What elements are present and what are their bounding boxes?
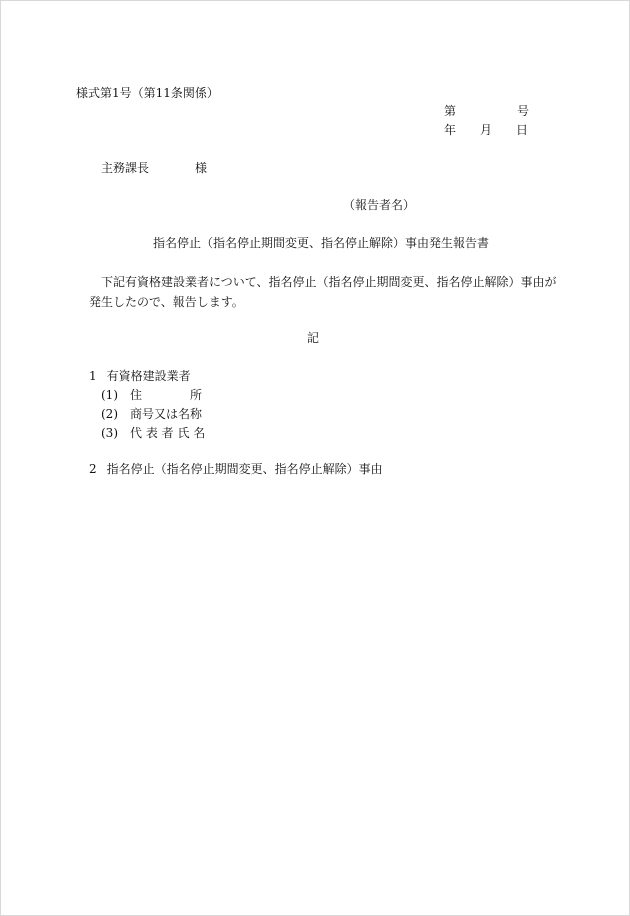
section-1 <box>89 367 205 386</box>
sub-3-label: 代 表 者 氏 名 <box>130 426 206 440</box>
section-1-number: 1 <box>89 369 97 383</box>
addressee-honorific: 様 <box>195 161 208 175</box>
ref-no-prefix: 第 <box>444 104 457 118</box>
sub-1-label-a: 住 <box>130 388 143 402</box>
ki-heading: 記 <box>307 331 320 345</box>
sub-3-number: (3) <box>101 426 118 440</box>
section-2 <box>89 461 383 477</box>
document-title: 指名停止（指名停止期間変更、指名停止解除）事由発生報告書 <box>153 236 490 250</box>
sub-1-number: (1) <box>101 388 118 402</box>
section-1-label: 有資格建設業者 <box>106 369 191 383</box>
date-line <box>444 122 528 138</box>
reporter-name-label: （報告者名） <box>343 198 416 212</box>
date-day: 日 <box>516 123 529 137</box>
addressee <box>101 160 207 176</box>
sub-2-number: (2) <box>101 407 118 421</box>
sub-1-label-b: 所 <box>190 388 203 402</box>
date-month: 月 <box>480 123 493 137</box>
body-text: 下記有資格建設業者について、指名停止（指名停止期間変更、指名停止解除）事由が発生したので、報告します。 <box>89 275 557 309</box>
sub-item-address <box>89 386 205 405</box>
sub-item-representative <box>89 424 205 443</box>
addressee-title: 主務課長 <box>101 161 150 175</box>
item-list <box>89 367 205 443</box>
section-2-label: 指名停止（指名停止期間変更、指名停止解除）事由 <box>106 462 383 476</box>
date-year: 年 <box>444 123 457 137</box>
section-2-number: 2 <box>89 462 97 476</box>
sub-2-label: 商号又は名称 <box>130 407 203 421</box>
ref-no-suffix: 号 <box>517 104 530 118</box>
sub-item-trade-name <box>89 405 205 424</box>
reference-number <box>444 103 529 119</box>
form-number: 様式第1号（第11条関係） <box>76 86 219 100</box>
